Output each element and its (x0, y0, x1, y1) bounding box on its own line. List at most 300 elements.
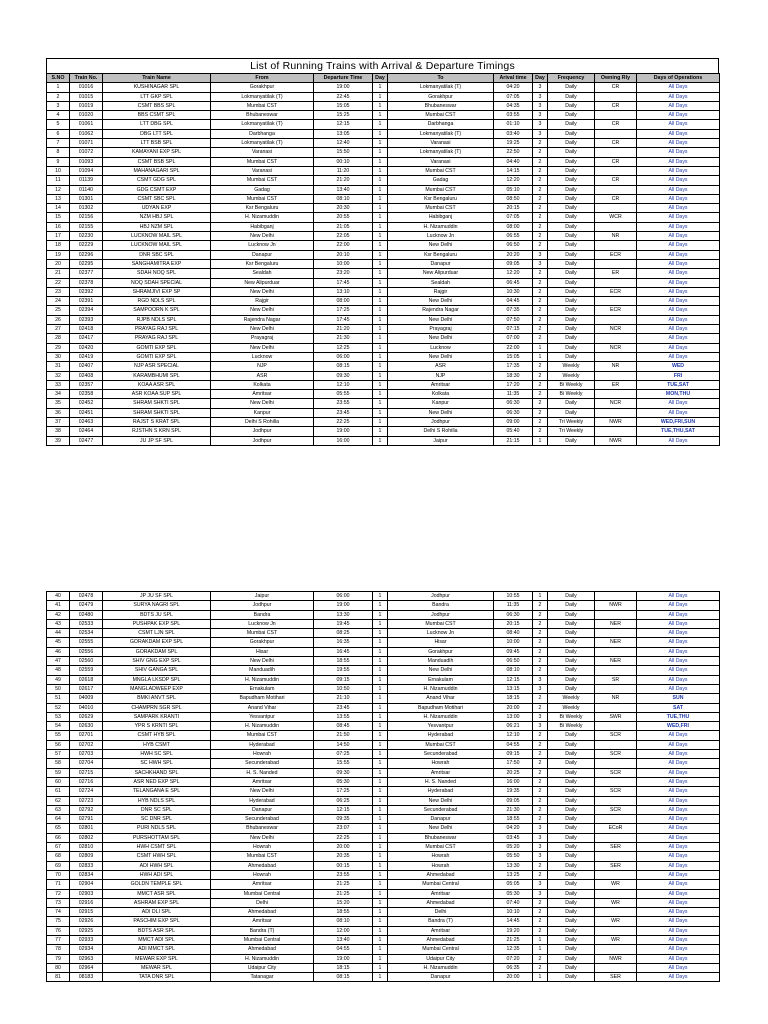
cell-sno: 79 (47, 954, 70, 963)
cell-to: Gadag (388, 176, 494, 185)
cell-departure-day: 1 (373, 176, 388, 185)
cell-train-no: 02801 (70, 824, 103, 833)
table-row (47, 684, 720, 693)
cell-arrival-time: 06:21 (494, 722, 533, 731)
cell-from: Mumbai Central (211, 889, 314, 898)
cell-arrival-day: 2 (533, 750, 548, 759)
cell-from: Gadag (211, 185, 314, 194)
cell-train-no: 02833 (70, 861, 103, 870)
cell-owning-rly (595, 204, 637, 213)
cell-days-of-operations: All Days (637, 306, 720, 315)
cell-sno: 71 (47, 880, 70, 889)
cell-departure-time: 21:25 (314, 880, 373, 889)
cell-from: Gorakhpur (211, 83, 314, 92)
cell-train-no: 02155 (70, 222, 103, 231)
cell-departure-day: 1 (373, 731, 388, 740)
cell-departure-day: 1 (373, 675, 388, 684)
cell-to: Ksr Bengaluru (388, 194, 494, 203)
cell-train-no: 02478 (70, 592, 103, 601)
cell-sno: 26 (47, 315, 70, 324)
cell-frequency: Daily (548, 684, 595, 693)
cell-departure-time: 21:20 (314, 325, 373, 334)
cell-arrival-day: 1 (533, 343, 548, 352)
cell-from: Kolkata (211, 380, 314, 389)
cell-to: Sealdah (388, 278, 494, 287)
cell-sno: 20 (47, 259, 70, 268)
cell-train-name: BMKI ANVT SPL (103, 694, 211, 703)
cell-departure-time: 21:20 (314, 176, 373, 185)
cell-to: Varanasi (388, 139, 494, 148)
cell-owning-rly: NWR (595, 954, 637, 963)
cell-arrival-day: 2 (533, 731, 548, 740)
cell-arrival-day: 2 (533, 232, 548, 241)
table-row (47, 157, 720, 166)
cell-to: Lucknow Jn (388, 232, 494, 241)
cell-arrival-day: 2 (533, 777, 548, 786)
cell-to: Howrah (388, 861, 494, 870)
cell-departure-day: 1 (373, 619, 388, 628)
table-row (47, 768, 720, 777)
cell-sno: 78 (47, 945, 70, 954)
cell-arrival-day: 2 (533, 601, 548, 610)
cell-departure-day: 1 (373, 148, 388, 157)
cell-train-no: 02933 (70, 935, 103, 944)
cell-frequency: Daily (548, 92, 595, 101)
cell-to: Howrah (388, 759, 494, 768)
cell-from: Varanasi (211, 166, 314, 175)
cell-arrival-time: 05:40 (494, 427, 533, 436)
cell-owning-rly (595, 315, 637, 324)
header-days-of-operations: Days of Operations (637, 74, 720, 83)
cell-arrival-time: 03:40 (494, 129, 533, 138)
cell-train-name: KUSHINAGAR SPL (103, 83, 211, 92)
cell-train-name: ASR KOAA SUP SPL (103, 390, 211, 399)
cell-sno: 73 (47, 898, 70, 907)
cell-arrival-day: 2 (533, 647, 548, 656)
cell-arrival-day: 2 (533, 325, 548, 334)
cell-train-name: HYB CSMT (103, 740, 211, 749)
cell-departure-time: 13:55 (314, 712, 373, 721)
table-row (47, 334, 720, 343)
cell-departure-day: 1 (373, 712, 388, 721)
cell-frequency: Bi Weekly (548, 390, 595, 399)
cell-train-name: KOAA ASR SPL (103, 380, 211, 389)
cell-arrival-day: 1 (533, 436, 548, 445)
cell-departure-day: 1 (373, 120, 388, 129)
cell-train-name: RJPB NDLS SPL (103, 315, 211, 324)
cell-train-no: 02295 (70, 259, 103, 268)
cell-sno: 23 (47, 287, 70, 296)
table-row (47, 166, 720, 175)
cell-sno: 52 (47, 703, 70, 712)
cell-frequency: Daily (548, 176, 595, 185)
table-row (47, 703, 720, 712)
cell-train-no: 02915 (70, 908, 103, 917)
cell-train-name: KAMAYANI EXP SPL (103, 148, 211, 157)
cell-arrival-day: 2 (533, 629, 548, 638)
cell-arrival-day: 2 (533, 408, 548, 417)
cell-departure-time: 21:10 (314, 694, 373, 703)
table-row (47, 694, 720, 703)
cell-departure-day: 1 (373, 185, 388, 194)
cell-sno: 68 (47, 852, 70, 861)
cell-owning-rly: ER (595, 269, 637, 278)
cell-train-name: CHAMPRN SGR SPL (103, 703, 211, 712)
cell-arrival-time: 13:25 (494, 870, 533, 879)
cell-owning-rly (595, 870, 637, 879)
table-row (47, 278, 720, 287)
cell-frequency: Daily (548, 601, 595, 610)
cell-arrival-day: 3 (533, 824, 548, 833)
cell-arrival-day: 3 (533, 712, 548, 721)
cell-owning-rly (595, 222, 637, 231)
cell-departure-time: 21:25 (314, 889, 373, 898)
cell-train-name: DNR SBC SPL (103, 250, 211, 259)
cell-train-no: 02925 (70, 926, 103, 935)
cell-owning-rly (595, 592, 637, 601)
cell-owning-rly: CR (595, 176, 637, 185)
cell-departure-day: 1 (373, 945, 388, 954)
cell-train-no: 02534 (70, 629, 103, 638)
cell-train-no: 01301 (70, 194, 103, 203)
cell-departure-time: 09:30 (314, 371, 373, 380)
table-row (47, 610, 720, 619)
cell-from: Jodhpur (211, 601, 314, 610)
cell-train-no: 02479 (70, 601, 103, 610)
cell-departure-day: 1 (373, 343, 388, 352)
cell-days-of-operations: All Days (637, 287, 720, 296)
cell-sno: 18 (47, 241, 70, 250)
cell-arrival-day: 2 (533, 926, 548, 935)
cell-sno: 51 (47, 694, 70, 703)
cell-arrival-day: 2 (533, 759, 548, 768)
cell-departure-time: 09:30 (314, 768, 373, 777)
cell-train-no: 01093 (70, 157, 103, 166)
cell-frequency: Daily (548, 963, 595, 972)
cell-departure-day: 1 (373, 759, 388, 768)
cell-days-of-operations: All Days (637, 194, 720, 203)
cell-sno: 39 (47, 436, 70, 445)
cell-to: Yesvantpur (388, 722, 494, 731)
cell-to: Manduadih (388, 657, 494, 666)
cell-departure-day: 1 (373, 417, 388, 426)
cell-departure-time: 08:10 (314, 194, 373, 203)
cell-departure-time: 15:50 (314, 148, 373, 157)
cell-departure-time: 20:10 (314, 250, 373, 259)
cell-departure-day: 1 (373, 824, 388, 833)
cell-train-no: 02629 (70, 712, 103, 721)
cell-arrival-day: 2 (533, 657, 548, 666)
table-row (47, 852, 720, 861)
cell-days-of-operations: All Days (637, 92, 720, 101)
cell-train-no: 02834 (70, 870, 103, 879)
cell-train-no: 02556 (70, 647, 103, 656)
cell-departure-day: 1 (373, 805, 388, 814)
cell-from: Lucknow Jn (211, 619, 314, 628)
cell-frequency: Tri Weekly (548, 417, 595, 426)
cell-train-name: ASHRAM EXP SPL (103, 898, 211, 907)
cell-days-of-operations: All Days (637, 250, 720, 259)
cell-arrival-day: 3 (533, 120, 548, 129)
cell-arrival-time: 01:10 (494, 120, 533, 129)
cell-arrival-time: 09:45 (494, 647, 533, 656)
cell-arrival-time: 12:20 (494, 269, 533, 278)
cell-days-of-operations: All Days (637, 889, 720, 898)
cell-sno: 33 (47, 380, 70, 389)
header-sno: S.NO (47, 74, 70, 83)
cell-train-name: SAMPARK KRANTI (103, 712, 211, 721)
cell-days-of-operations: All Days (637, 325, 720, 334)
cell-departure-day: 1 (373, 777, 388, 786)
cell-days-of-operations: All Days (637, 185, 720, 194)
cell-frequency: Daily (548, 824, 595, 833)
cell-arrival-day: 2 (533, 194, 548, 203)
cell-departure-day: 1 (373, 399, 388, 408)
cell-owning-rly (595, 926, 637, 935)
cell-train-no: 02477 (70, 436, 103, 445)
cell-frequency: Daily (548, 592, 595, 601)
cell-days-of-operations: WED (637, 362, 720, 371)
cell-arrival-day: 2 (533, 427, 548, 436)
cell-departure-day: 1 (373, 408, 388, 417)
cell-owning-rly: NER (595, 638, 637, 647)
table-row (47, 427, 720, 436)
cell-departure-time: 21:30 (314, 334, 373, 343)
cell-frequency: Daily (548, 740, 595, 749)
cell-days-of-operations: MON,THU (637, 390, 720, 399)
cell-departure-time: 12:40 (314, 139, 373, 148)
cell-from: Secunderabad (211, 759, 314, 768)
cell-from: Mumbai CST (211, 101, 314, 110)
table-row (47, 148, 720, 157)
cell-departure-day: 1 (373, 371, 388, 380)
cell-days-of-operations: All Days (637, 740, 720, 749)
cell-departure-day: 1 (373, 889, 388, 898)
cell-frequency: Daily (548, 833, 595, 842)
table-row (47, 111, 720, 120)
table-row (47, 185, 720, 194)
cell-owning-rly (595, 334, 637, 343)
cell-frequency: Weekly (548, 694, 595, 703)
cell-train-no: 04010 (70, 703, 103, 712)
cell-departure-time: 22:25 (314, 833, 373, 842)
cell-sno: 48 (47, 666, 70, 675)
cell-owning-rly: NCR (595, 399, 637, 408)
cell-from: Jodhpur (211, 427, 314, 436)
table-row (47, 908, 720, 917)
cell-days-of-operations: All Days (637, 83, 720, 92)
cell-departure-time: 19:00 (314, 427, 373, 436)
cell-train-name: SHRAM SHKTI SPL (103, 408, 211, 417)
cell-arrival-day: 2 (533, 417, 548, 426)
cell-owning-rly: ER (595, 380, 637, 389)
cell-departure-day: 1 (373, 833, 388, 842)
table-row (47, 408, 720, 417)
cell-owning-rly: SCR (595, 768, 637, 777)
cell-to: Mumbai CST (388, 619, 494, 628)
cell-sno: 47 (47, 657, 70, 666)
table-header-row (47, 74, 720, 83)
cell-to: Danapur (388, 259, 494, 268)
cell-departure-time: 15:05 (314, 101, 373, 110)
cell-days-of-operations: WED,FRI,SUN (637, 417, 720, 426)
cell-from: Bandra (T) (211, 926, 314, 935)
cell-days-of-operations: All Days (637, 759, 720, 768)
cell-from: NJP (211, 362, 314, 371)
cell-arrival-time: 07:00 (494, 334, 533, 343)
table-row (47, 592, 720, 601)
cell-owning-rly: SR (595, 675, 637, 684)
cell-from: Gorakhpur (211, 638, 314, 647)
cell-owning-rly: SCR (595, 750, 637, 759)
cell-to: Habibganj (388, 213, 494, 222)
cell-days-of-operations: All Days (637, 297, 720, 306)
table-row (47, 362, 720, 371)
cell-sno: 12 (47, 185, 70, 194)
cell-arrival-time: 20:15 (494, 619, 533, 628)
cell-train-no: 02963 (70, 954, 103, 963)
cell-departure-time: 17:45 (314, 278, 373, 287)
cell-arrival-day: 3 (533, 83, 548, 92)
cell-sno: 76 (47, 926, 70, 935)
cell-arrival-time: 04:45 (494, 297, 533, 306)
cell-departure-day: 1 (373, 870, 388, 879)
cell-departure-time: 20:30 (314, 204, 373, 213)
cell-days-of-operations: All Days (637, 824, 720, 833)
cell-arrival-day: 2 (533, 694, 548, 703)
cell-to: Mumbai CST (388, 166, 494, 175)
cell-to: New Alipurduar (388, 269, 494, 278)
cell-frequency: Daily (548, 120, 595, 129)
table-row (47, 204, 720, 213)
cell-departure-time: 23:07 (314, 824, 373, 833)
cell-from: Lucknow Jn (211, 241, 314, 250)
cell-days-of-operations: All Days (637, 870, 720, 879)
cell-to: Rajendra Nagar (388, 306, 494, 315)
cell-sno: 21 (47, 269, 70, 278)
cell-arrival-time: 05:10 (494, 185, 533, 194)
table-row (47, 759, 720, 768)
cell-owning-rly: ECR (595, 250, 637, 259)
cell-departure-day: 1 (373, 166, 388, 175)
cell-arrival-day: 3 (533, 101, 548, 110)
cell-to: H. Nizamuddin (388, 712, 494, 721)
table-row (47, 92, 720, 101)
cell-train-no: 01016 (70, 83, 103, 92)
cell-train-name: SAMPOORN K SPL (103, 306, 211, 315)
cell-arrival-day: 2 (533, 861, 548, 870)
train-list-section-1 (46, 58, 719, 446)
cell-sno: 36 (47, 408, 70, 417)
cell-train-no: 02792 (70, 805, 103, 814)
cell-departure-day: 1 (373, 306, 388, 315)
cell-frequency: Daily (548, 325, 595, 334)
cell-arrival-time: 19:35 (494, 787, 533, 796)
cell-arrival-day: 2 (533, 963, 548, 972)
cell-to: New Delhi (388, 297, 494, 306)
cell-departure-time: 12:25 (314, 343, 373, 352)
cell-to: Bhubaneswar (388, 101, 494, 110)
cell-days-of-operations: All Days (637, 638, 720, 647)
cell-arrival-day: 2 (533, 371, 548, 380)
cell-departure-day: 1 (373, 194, 388, 203)
cell-departure-day: 1 (373, 325, 388, 334)
cell-from: New Delhi (211, 833, 314, 842)
table-row (47, 712, 720, 721)
cell-arrival-time: 12:15 (494, 675, 533, 684)
cell-days-of-operations: All Days (637, 954, 720, 963)
cell-arrival-day: 3 (533, 684, 548, 693)
cell-owning-rly: CR (595, 139, 637, 148)
cell-days-of-operations: All Days (637, 675, 720, 684)
cell-to: Mumbai CST (388, 740, 494, 749)
cell-from: New Delhi (211, 399, 314, 408)
cell-departure-time: 13:30 (314, 610, 373, 619)
cell-departure-time: 16:45 (314, 647, 373, 656)
cell-sno: 11 (47, 176, 70, 185)
cell-frequency: Daily (548, 111, 595, 120)
cell-arrival-day: 3 (533, 722, 548, 731)
cell-sno: 15 (47, 213, 70, 222)
cell-from: Rajgir (211, 297, 314, 306)
cell-sno: 63 (47, 805, 70, 814)
table-row (47, 750, 720, 759)
cell-sno: 40 (47, 592, 70, 601)
cell-train-no: 02964 (70, 963, 103, 972)
cell-departure-time: 18:55 (314, 657, 373, 666)
cell-from: H. Nizamuddin (211, 954, 314, 963)
cell-to: Jodhpur (388, 592, 494, 601)
cell-train-no: 02702 (70, 740, 103, 749)
cell-departure-day: 1 (373, 740, 388, 749)
cell-sno: 6 (47, 129, 70, 138)
cell-from: Kanpur (211, 408, 314, 417)
cell-train-name: GOMTI EXP SPL (103, 352, 211, 361)
cell-days-of-operations: All Days (637, 917, 720, 926)
cell-sno: 67 (47, 843, 70, 852)
cell-departure-day: 1 (373, 852, 388, 861)
cell-days-of-operations: All Days (637, 222, 720, 231)
cell-owning-rly (595, 777, 637, 786)
cell-train-no: 02723 (70, 796, 103, 805)
cell-from: Hyderabad (211, 740, 314, 749)
cell-arrival-time: 19:20 (494, 926, 533, 935)
cell-to: Amritsar (388, 380, 494, 389)
cell-train-no: 02391 (70, 297, 103, 306)
cell-from: Darbhanga (211, 129, 314, 138)
train-table-2 (46, 591, 720, 982)
cell-arrival-day: 3 (533, 852, 548, 861)
cell-departure-time: 13:40 (314, 935, 373, 944)
cell-owning-rly: NER (595, 619, 637, 628)
cell-from: Hyderabad (211, 796, 314, 805)
cell-days-of-operations: All Days (637, 101, 720, 110)
cell-frequency: Daily (548, 129, 595, 138)
cell-departure-time: 18:55 (314, 908, 373, 917)
cell-train-name: BDTS JU SPL (103, 610, 211, 619)
table-row (47, 935, 720, 944)
cell-departure-day: 1 (373, 129, 388, 138)
cell-frequency: Daily (548, 629, 595, 638)
cell-arrival-time: 08:10 (494, 666, 533, 675)
cell-arrival-time: 17:35 (494, 362, 533, 371)
cell-frequency: Daily (548, 815, 595, 824)
cell-arrival-day: 2 (533, 666, 548, 675)
cell-departure-time: 20:55 (314, 213, 373, 222)
table-row (47, 619, 720, 628)
cell-arrival-day: 2 (533, 148, 548, 157)
cell-arrival-day: 2 (533, 185, 548, 194)
